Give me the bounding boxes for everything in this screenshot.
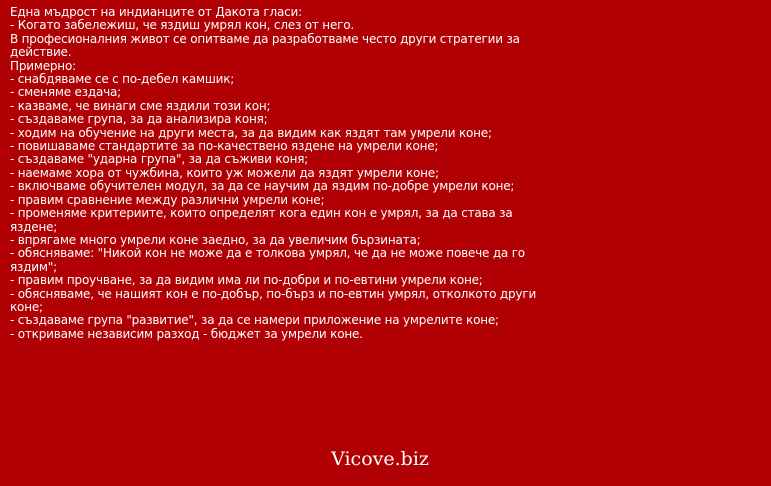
list-item: - обясняваме: "Никой кон не може да е толкова умрял, че да не може повече да го яздим"; bbox=[10, 246, 525, 274]
list-item: - впрягаме много умрели коне заедно, за да увеличим бързината; bbox=[10, 232, 421, 247]
list-item: - включваме обучителен модул, за да се научим да яздим по-добре умрели коне; bbox=[10, 179, 515, 194]
site-watermark: Vicove.biz bbox=[331, 448, 429, 470]
list-item: - сменяме ездача; bbox=[10, 85, 121, 100]
list-item: - казваме, че винаги сме яздили този кон; bbox=[10, 98, 271, 113]
list-item: - създаваме група "развитие", за да се намери приложение на умрелите коне; bbox=[10, 313, 499, 328]
list-item: - създаваме "ударна група", за да съживи коня; bbox=[10, 152, 309, 167]
list-item: - откриваме независим разход - бюджет за умрели коне. bbox=[10, 326, 363, 341]
list-item: - наемаме хора от чужбина, които уж можели да яздят умрели коне; bbox=[10, 165, 439, 180]
joke-text bbox=[10, 6, 558, 341]
text-line: Една мъдрост на индианците от Дакота гласи: bbox=[10, 5, 302, 19]
list-item: - ходим на обучение на други места, за да видим как яздят там умрели коне; bbox=[10, 125, 492, 140]
list-item: - променяме критериите, които определят кога един кон е умрял, за да става за яздене; bbox=[10, 206, 513, 234]
list-item: - правим проучване, за да видим има ли по-добри и по-евтини умрели коне; bbox=[10, 273, 483, 288]
list-item: - създаваме група, за да анализира коня; bbox=[10, 112, 268, 127]
text-line: Примерно: bbox=[10, 58, 76, 73]
list-item: - повишаваме стандартите за по-качествено яздене на умрели коне; bbox=[10, 139, 439, 154]
list-item: - снабдяваме се с по-дебел камшик; bbox=[10, 72, 235, 87]
list-item: - правим сравнение между различни умрели коне; bbox=[10, 192, 325, 207]
list-item: - обясняваме, че нашият кон е по-добър, по-бърз и по-евтин умрял, отколкото други коне; bbox=[10, 286, 537, 314]
text-line: В професионалния живот се опитваме да разработваме често други стратегии за действие. bbox=[10, 31, 520, 60]
text-line: - Когато забележиш, че яздиш умрял кон, слез от него. bbox=[10, 18, 354, 33]
